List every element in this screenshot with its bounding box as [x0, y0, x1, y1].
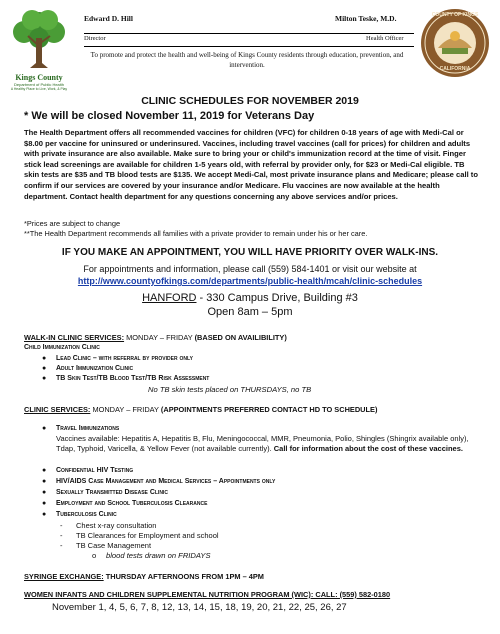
vaccines-call: Call for information about the cost of these vaccines.: [273, 444, 463, 453]
list-item-text: Lead Clinic – with referral by provider only: [56, 355, 193, 362]
walkin-heading: [24, 333, 287, 343]
header-rule-top: [84, 33, 414, 34]
list-item-text: HIV/AIDS Case Management and Medical Services – Appointments only: [56, 478, 276, 485]
walkin-days: MONDAY – FRIDAY: [124, 333, 195, 342]
appointment-priority: IF YOU MAKE AN APPOINTMENT, YOU WILL HAVE PRIORITY OVER WALK-INS.: [61, 247, 439, 258]
list-item: [42, 466, 134, 476]
list-item: - TB Case Management: [60, 541, 152, 550]
list-item: - Chest x-ray consultation: [60, 521, 157, 530]
clinic-note: (APPOINTMENTS PREFERRED CONTACT HD TO SCHEDULE): [160, 405, 378, 414]
wic-dates: November 1, 4, 5, 6, 7, 8, 12, 13, 14, 15, 18, 19, 20, 21, 22, 25, 26, 27: [52, 602, 347, 613]
list-item-text: Adult Immunization Clinic: [56, 365, 134, 372]
bullet-icon: ●: [42, 489, 47, 496]
list-item-text: Confidential HIV Testing: [56, 467, 134, 474]
mission-statement: To promote and protect the health and well-being of Kings County residents through education, prevention, and intervention.: [90, 51, 404, 69]
syringe-text: THURSDAY AFTERNOONS FROM 1PM – 4PM: [103, 572, 264, 581]
kings-county-logo: [6, 8, 72, 92]
header-rule-bottom: [84, 46, 414, 47]
seal-text-bottom: CALIFORNIA: [439, 66, 471, 72]
logo-title: Kings County: [15, 73, 63, 82]
call-text: For appointments and information, please call (559) 584-1401 or visit our website at: [83, 264, 417, 274]
tree-icon: [6, 8, 72, 70]
county-seal: [420, 8, 490, 78]
health-officer-role: Health Officer: [366, 35, 404, 42]
list-item-text: TB Clearances for Employment and school: [76, 531, 219, 540]
list-item-text: Tuberculosis Clinic: [56, 511, 117, 518]
bullet-icon: ●: [42, 425, 47, 432]
bullet-icon: ●: [42, 375, 47, 382]
director-role: Director: [84, 35, 106, 42]
logo-tagline: A Healthy Place to Live, Work, & Play: [10, 87, 68, 91]
clinic-days: MONDAY – FRIDAY: [90, 405, 161, 414]
syringe-heading: SYRINGE EXCHANGE:: [24, 572, 104, 581]
tb-thursday-note: No TB skin tests placed on THURSDAYS, no TB: [148, 385, 312, 394]
list-item: [42, 374, 210, 384]
intro-paragraph: The Health Department offers all recommended vaccines for children (VFC) for children 0-18 years of age with Medi-Cal or $8.00 per vaccine for uninsured or underinsured. Vaccines, including travel vaccines (call for prices) for children and adults with private insurance are also available. Make sure to bring your or child's immunization record at the time of visit. Finger stick lead screenings are available for children 1-5 years old, with referral by provider only, for $23 or Medi-Cal eligible. TB skin tests are $35 and TB blood tests are $135. We accept Medi-Cal, most private insurance plans and Medicare; please call to confirm if our services are covered by your insurance and/or Medicare. Flu vaccines are now available at the health department. Contact health department for any questions concerning any above services and/or prices.: [24, 128, 478, 201]
website-link[interactable]: http://www.countyofkings.com/departments/public-health/mcah/clinic-schedules: [77, 276, 423, 286]
list-item-text: Employment and School Tuberculosis Clearance: [56, 500, 208, 507]
list-item: [42, 477, 276, 487]
closure-notice: * We will be closed November 11, 2019 for Veterans Day: [24, 110, 315, 122]
list-item: - TB Clearances for Employment and school: [60, 531, 219, 540]
list-item-text: Sexually Transmitted Disease Clinic: [56, 489, 168, 496]
location-city: HANFORD: [142, 292, 197, 304]
circle-bullet-icon: o: [92, 551, 97, 560]
health-officer-name: Milton Teske, M.D.: [335, 14, 397, 23]
logo-subtitle: Department of Public Health: [13, 82, 65, 87]
list-item: [42, 424, 120, 434]
price-note: *Prices are subject to change: [24, 219, 121, 228]
vaccines-available: [56, 434, 476, 454]
clinic-heading: [24, 405, 377, 415]
syringe-exchange: [24, 572, 264, 582]
list-item-text: TB Case Management: [76, 541, 152, 550]
list-item: [42, 510, 117, 520]
list-item-text: Travel Immunizations: [56, 425, 120, 432]
vaccines-text: Vaccines available: Hepatitis A, Hepatitis B, Flu, Meningococcal, MMR, Pneumonia, Polio, Shingles (Shingrix available only), Tdap, Typhoid, Varicella, & Yellow Fever (not available currently).: [56, 434, 469, 453]
list-item-text: blood tests drawn on FRIDAYS: [106, 551, 211, 560]
wic-heading: WOMEN INFANTS AND CHILDREN SUPPLEMENTAL NUTRITION PROGRAM (WIC): CALL: (559) 582-0180: [24, 590, 391, 599]
list-item: [42, 488, 168, 498]
bullet-icon: ●: [42, 511, 47, 518]
seal-text-top: COUNTY OF KINGS: [431, 12, 479, 18]
list-item: [42, 364, 134, 374]
bullet-icon: ●: [42, 467, 47, 474]
bullet-icon: ●: [42, 500, 47, 507]
location-street: - 330 Campus Drive, Building #3: [196, 292, 358, 304]
page-title: CLINIC SCHEDULES FOR NOVEMBER 2019: [141, 95, 359, 107]
walkin-subheading: Child Immunization Clinic: [24, 344, 100, 351]
bullet-icon: ●: [42, 355, 47, 362]
walkin-note: (BASED ON AVAILIBILITY): [194, 333, 287, 342]
office-hours: Open 8am – 5pm: [207, 306, 293, 318]
location-address: [0, 292, 500, 305]
bullet-icon: ●: [42, 478, 47, 485]
list-item: [42, 499, 208, 509]
tb-blood-note: [92, 551, 211, 561]
clinic-heading-label: CLINIC SERVICES:: [24, 405, 91, 414]
list-item: [42, 354, 193, 364]
list-item-text: TB Skin Test/TB Blood Test/TB Risk Assessment: [56, 375, 210, 382]
bullet-icon: ●: [42, 365, 47, 372]
provider-note: **The Health Department recommends all families with a private provider to remain under his or her care.: [24, 229, 368, 238]
director-name: Edward D. Hill: [84, 14, 133, 23]
list-item-text: Chest x-ray consultation: [76, 521, 157, 530]
walkin-heading-label: WALK-IN CLINIC SERVICES:: [24, 333, 125, 342]
